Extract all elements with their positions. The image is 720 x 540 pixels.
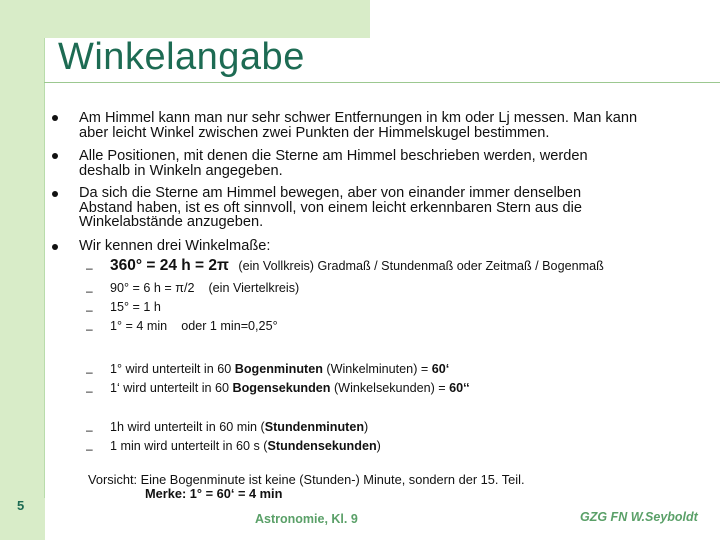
title-underline [44, 82, 720, 83]
subbullet-eq-1: 1° = 4 min oder 1 min=0,25° [110, 319, 278, 333]
top-band [0, 0, 370, 38]
slide-title: Winkelangabe [58, 36, 305, 78]
footer-author: GZG FN W.Seyboldt [580, 510, 698, 524]
subbullet-eq-15: 15° = 1 h [110, 300, 161, 314]
bullet-text: Am Himmel kann man nur sehr schwer Entfernungen in km oder Lj messen. Man kann aber leicht Winkel zwischen zwei Punkten der Himmelskugel bestimmen. [79, 110, 638, 141]
side-band [0, 0, 45, 540]
dash-marker: – [86, 384, 93, 398]
bullet-text: Alle Positionen, mit denen die Sterne am Himmel beschrieben werden, werden deshalb in Winkeln angegeben. [79, 148, 588, 179]
bullet-icon [52, 115, 58, 121]
warning-note: Vorsicht: Eine Bogenminute ist keine (Stunden-) Minute, sondern der 15. Teil. [88, 472, 525, 487]
subbullet-stundenminuten: 1h wird unterteilt in 60 min (Stundenminuten) [110, 420, 369, 434]
dash-marker: – [86, 322, 93, 336]
dash-marker: – [86, 303, 93, 317]
dash-marker: – [86, 365, 93, 379]
bullet-icon [52, 244, 58, 250]
footer-course: Astronomie, Kl. 9 [255, 512, 358, 526]
slide-number: 5 [17, 498, 25, 513]
subbullet-bogenminuten: 1° wird unterteilt in 60 Bogenminuten (Winkelminuten) = 60‘ [110, 362, 450, 376]
merke-note: Merke: 1° = 60‘ = 4 min [145, 486, 283, 501]
dash-marker: – [86, 423, 93, 437]
bullet-text: Da sich die Sterne am Himmel bewegen, aber von einander immer denselben Abstand haben, ist es oft sinnvoll, von einem leicht erkennbaren Stern aus die Winkelabstände anzugeben. [79, 185, 582, 231]
bullet-icon [52, 153, 58, 159]
title-vertical-rule [44, 38, 45, 498]
subbullet-main-equation: 360° = 24 h = 2π (ein Vollkreis) Gradmaß / Stundenmaß oder Zeitmaß / Bogenmaß [110, 257, 604, 274]
dash-marker: – [86, 442, 93, 456]
bullet-text: Wir kennen drei Winkelmaße: [79, 238, 271, 254]
bullet-icon [52, 191, 58, 197]
subbullet-bogensekunden: 1‘ wird unterteilt in 60 Bogensekunden (Winkelsekunden) = 60‘‘ [110, 381, 470, 395]
dash-marker: – [86, 284, 93, 298]
subbullet-eq-90: 90° = 6 h = π/2 (ein Viertelkreis) [110, 281, 300, 295]
subbullet-stundensekunden: 1 min wird unterteilt in 60 s (Stundensekunden) [110, 439, 381, 453]
dash-marker: – [86, 261, 93, 275]
